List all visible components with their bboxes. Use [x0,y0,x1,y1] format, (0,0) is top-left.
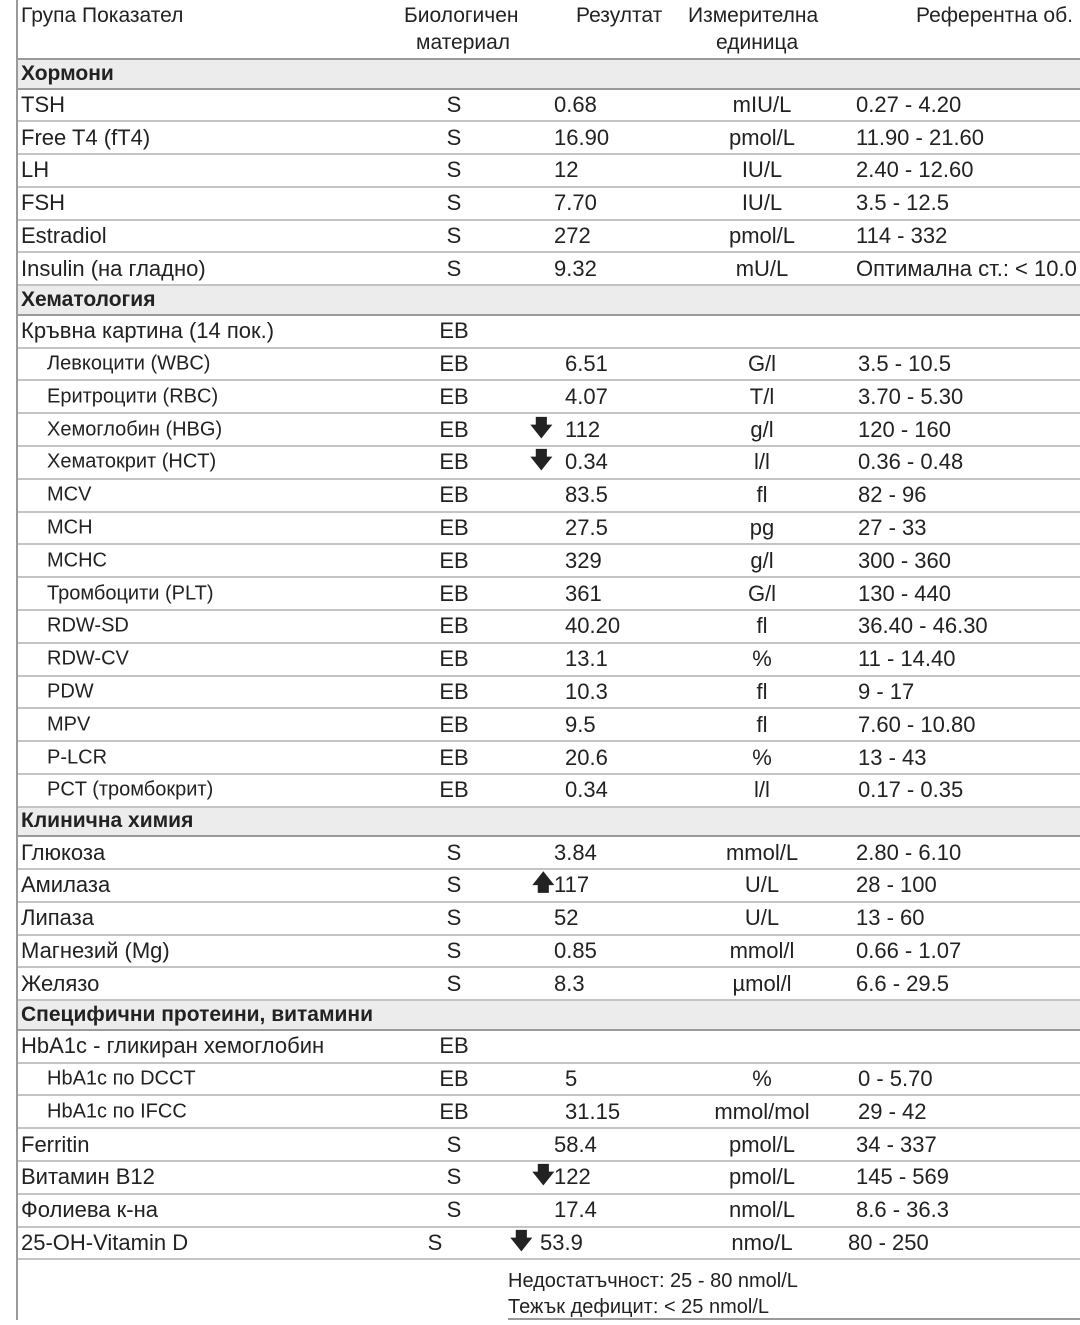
test-name: Фолиева к-на [21,1197,158,1223]
material-value: S [446,223,462,249]
unit-value: % [752,646,772,672]
material-value: EB [439,711,469,737]
material [414,1033,494,1059]
reference-range: 13 - 43 [858,744,927,770]
unit-value: T/l [749,383,775,409]
test-name: Хемоглобин (HBG) [47,418,223,441]
table-row [18,677,1080,710]
material-value: EB [439,646,469,672]
reference-range: 28 - 100 [856,872,937,898]
test-name: Хематокрит (HCT) [47,450,217,473]
unit [702,581,822,607]
material [414,157,494,183]
result-value: 0.34 [565,449,608,475]
material-value: EB [439,318,469,344]
test-name: Витамин B12 [21,1164,155,1190]
material [414,646,494,672]
reference-range: 9 - 17 [858,678,915,704]
test-name: Тромбоцити (PLT) [47,582,214,605]
material [414,1197,494,1223]
unit [702,190,822,216]
table-row [18,447,1080,480]
table-row [18,1162,1080,1195]
reference-range: Оптимална ст.: < 10.0 [856,255,1077,281]
reference-range: 114 - 332 [856,223,948,249]
unit [702,777,822,803]
test-name: TSH [21,91,65,117]
test-name: Кръвна картина (14 пок.) [21,318,275,344]
table-row [18,1064,1080,1097]
unit-value: µmol/l [732,970,792,996]
table-row [18,155,1080,188]
unit [702,384,822,410]
result-value: 52 [554,905,579,931]
header-unit-1: Измерителна [688,4,819,27]
material-value: EB [439,613,469,639]
unit [702,1197,822,1223]
material-value: S [446,91,462,117]
header-material-1: Биологичен [404,4,519,27]
unit-value: mmol/mol [714,1098,810,1124]
table-row [18,870,1080,903]
result-value: 17.4 [554,1197,597,1223]
result-value: 9.5 [565,711,596,737]
test-name: Желязо [21,970,100,996]
table-row [18,414,1080,447]
result-value: 122 [554,1164,591,1190]
reference-range: 300 - 360 [858,547,951,573]
table-row [18,742,1080,775]
test-name: Ferritin [21,1131,90,1157]
unit-value: U/L [744,872,780,898]
table-row [18,903,1080,936]
unit [702,125,822,151]
test-name: MCH [47,516,93,539]
reference-range: 0 - 5.70 [858,1065,933,1091]
test-name: RDW-SD [47,614,129,637]
result-value: 58.4 [554,1131,597,1157]
reference-range: 11.90 - 21.60 [856,124,985,150]
unit [702,872,822,898]
unit-value: G/l [747,580,777,606]
table-row [18,381,1080,414]
material-value: EB [439,777,469,803]
section-title: Хематология [21,288,156,312]
material-value: S [446,1164,462,1190]
table-row [18,545,1080,578]
material [414,712,494,738]
unit [702,482,822,508]
table-row [18,90,1080,123]
material-value: S [446,905,462,931]
result-value: 31.15 [565,1098,621,1124]
unit [702,351,822,377]
note-line-text: Недостатъчност: 25 - 80 nmol/L [508,1270,798,1293]
reference-range: 34 - 337 [856,1131,937,1157]
result-value: 0.85 [554,938,597,964]
test-name: LH [21,157,50,183]
table-row [18,253,1080,286]
header-reference: Референтна об. [916,4,1073,27]
lab-results-table [16,0,1080,1320]
material-value: EB [439,547,469,573]
material-value: EB [439,416,469,442]
unit [702,1230,822,1256]
reference-range: 120 - 160 [858,416,951,442]
reference-range: 8.6 - 36.3 [856,1197,949,1223]
reference-range: 3.5 - 10.5 [858,350,951,376]
material [414,777,494,803]
test-name: MCV [47,483,92,506]
material [414,938,494,964]
material [414,256,494,282]
result-value: 13.1 [565,646,608,672]
material-value: S [446,190,462,216]
reference-range: 11 - 14.40 [858,646,956,672]
table-row [18,837,1080,870]
material-value: EB [439,744,469,770]
section-title: Специфични протеини, витамини [21,1002,374,1026]
unit [702,1099,822,1125]
header-result: Резултат [576,4,663,27]
material [414,581,494,607]
result-value: 0.68 [554,91,597,117]
unit-value: mIU/L [732,91,792,117]
unit [702,515,822,541]
result-value: 4.07 [565,383,608,409]
table-row [18,1031,1080,1064]
result-value: 5 [565,1065,578,1091]
material [414,971,494,997]
unit-value: fl [756,711,768,737]
result-value: 8.3 [554,970,585,996]
material [414,449,494,475]
material [414,872,494,898]
section-header [18,286,1080,316]
unit [702,679,822,705]
table-row [18,936,1080,969]
test-name: Еритроцити (RBC) [47,385,219,408]
reference-range: 2.80 - 6.10 [856,839,962,865]
result-value: 27.5 [565,514,608,540]
section-header [18,60,1080,90]
unit [702,938,822,964]
unit [702,646,822,672]
reference-range: 3.5 - 12.5 [856,190,949,216]
material [395,1230,475,1256]
material [414,1164,494,1190]
unit-value: % [752,1065,772,1091]
divider [508,1318,1080,1320]
unit-value: fl [756,613,768,639]
test-name: PDW [47,680,94,703]
table-row [18,188,1080,221]
table-row [18,1228,1080,1261]
material-value: EB [439,1033,469,1059]
material [414,515,494,541]
result-value: 272 [554,223,591,249]
material [414,417,494,443]
table-row [18,1096,1080,1129]
unit-value: mmol/l [729,938,795,964]
arrow-down-icon: 🡇 [530,447,553,473]
reference-range: 130 - 440 [858,580,951,606]
unit-value: nmol/L [728,1197,796,1223]
result-value: 53.9 [540,1229,583,1255]
table-row [18,775,1080,808]
section-header [18,1001,1080,1031]
unit-value: mmol/L [725,839,799,865]
table-row [18,1129,1080,1162]
test-name: HbA1c по DCCT [47,1067,196,1090]
material-value: S [446,938,462,964]
result-value: 6.51 [565,350,608,376]
unit-value: g/l [750,547,774,573]
unit [702,712,822,738]
material [414,1066,494,1092]
material-value: EB [439,482,469,508]
unit [702,971,822,997]
test-name: PCT (тромбокрит) [47,778,214,801]
material [414,351,494,377]
table-row [18,644,1080,677]
result-value: 20.6 [565,744,608,770]
result-value: 361 [565,580,602,606]
unit-value: mU/L [735,255,789,281]
unit [702,548,822,574]
table-row [18,221,1080,254]
table-row [18,709,1080,742]
material [414,745,494,771]
reference-range: 7.60 - 10.80 [858,711,976,737]
test-name: MCHC [47,549,107,572]
reference-notes [508,1268,798,1320]
test-name: Левкоцити (WBC) [47,352,211,375]
material-value: EB [439,580,469,606]
result-value: 7.70 [554,190,597,216]
material [414,613,494,639]
reference-range: 2.40 - 12.60 [856,157,974,183]
unit-value: pg [749,514,775,540]
unit [702,417,822,443]
result-value: 10.3 [565,678,608,704]
material-value: S [446,1131,462,1157]
test-name: Магнезий (Mg) [21,938,170,964]
test-name: Липаза [21,905,94,931]
unit [702,256,822,282]
reference-range: 13 - 60 [856,905,925,931]
reference-range: 0.36 - 0.48 [858,449,964,475]
material [414,679,494,705]
material [414,223,494,249]
unit-value: % [752,744,772,770]
material-value: S [446,255,462,281]
material [414,905,494,931]
material-value: S [446,970,462,996]
unit [702,157,822,183]
unit-value: pmol/L [728,1131,796,1157]
unit-value: G/l [747,350,777,376]
unit-value: U/L [744,905,780,931]
table-body [18,60,1080,1320]
table-row [18,513,1080,546]
unit-value: pmol/L [728,1164,796,1190]
material [414,482,494,508]
table-row [18,316,1080,349]
unit [702,840,822,866]
table-row [18,1195,1080,1228]
reference-range: 145 - 569 [856,1164,949,1190]
material [414,190,494,216]
reference-range: 3.70 - 5.30 [858,383,964,409]
unit-value: g/l [750,416,774,442]
material [414,125,494,151]
test-name: Амилаза [21,872,111,898]
material [414,318,494,344]
test-name: MPV [47,713,91,736]
arrow-down-icon: 🡇 [532,1162,555,1188]
result-value: 40.20 [565,613,621,639]
result-value: 9.32 [554,255,597,281]
test-name: Estradiol [21,223,107,249]
material-value: S [446,157,462,183]
unit [702,1164,822,1190]
unit-value: nmo/L [731,1229,793,1255]
table-row [18,578,1080,611]
unit-value: l/l [754,777,770,803]
unit [702,905,822,931]
unit [702,1066,822,1092]
reference-range: 29 - 42 [858,1098,927,1124]
test-name: RDW-CV [47,647,129,670]
result-value: 112 [565,416,601,442]
unit-value: l/l [754,449,770,475]
unit-value: IU/L [741,157,783,183]
header-unit-2: единица [716,31,799,54]
test-name: Insulin (на гладно) [21,255,206,281]
unit-value: fl [756,482,768,508]
table-row [18,968,1080,1001]
reference-range: 82 - 96 [858,482,927,508]
table-row [18,480,1080,513]
table-row [18,122,1080,155]
table-row [18,611,1080,644]
reference-range: 0.66 - 1.07 [856,938,962,964]
material-value: S [446,839,462,865]
reference-range: 0.27 - 4.20 [856,91,962,117]
material [414,548,494,574]
section-title: Клинична химия [21,809,194,833]
unit [702,92,822,118]
note-line-text: Тежък дефицит: < 25 nmol/L [508,1296,770,1319]
material [414,1099,494,1125]
material-value: S [446,872,462,898]
material-value: EB [439,1065,469,1091]
reference-note-row [18,1260,1080,1320]
reference-range: 0.17 - 0.35 [858,777,964,803]
material [414,840,494,866]
section-header [18,808,1080,838]
header-name: Група Показател [21,4,184,27]
test-name: Глюкоза [21,839,106,865]
reference-range: 27 - 33 [858,514,927,540]
reference-range: 80 - 250 [848,1229,929,1255]
material-value: EB [439,514,469,540]
result-value: 117 [554,872,590,898]
test-name: 25-OH-Vitamin D [21,1229,189,1255]
unit [702,223,822,249]
material [414,1132,494,1158]
table-row [18,349,1080,382]
result-value: 3.84 [554,839,597,865]
header-material-2: материал [416,31,511,54]
unit-value: IU/L [741,190,783,216]
unit [702,745,822,771]
material-value: EB [439,383,469,409]
material-value: EB [439,350,469,376]
test-name: FSH [21,190,65,216]
unit [702,613,822,639]
material-value: EB [439,1098,469,1124]
unit-value: pmol/L [728,124,796,150]
reference-range: 36.40 - 46.30 [858,613,988,639]
test-name: HbA1c по IFCC [47,1100,187,1123]
material-value: S [446,1197,462,1223]
result-value: 0.34 [565,777,608,803]
unit [702,1132,822,1158]
material-value: EB [439,449,469,475]
material-value: EB [439,678,469,704]
arrow-up-icon: 🡅 [532,870,555,896]
test-name: P-LCR [47,746,108,769]
section-title: Хормони [21,61,114,85]
table-header [18,0,1080,60]
unit [702,449,822,475]
test-name: HbA1c - гликиран хемоглобин [21,1033,325,1059]
reference-range: 6.6 - 29.5 [856,970,949,996]
material-value: S [446,124,462,150]
result-value: 12 [554,157,579,183]
unit-value: pmol/L [728,223,796,249]
arrow-down-icon: 🡇 [510,1227,533,1253]
material [414,384,494,410]
result-value: 83.5 [565,482,608,508]
arrow-down-icon: 🡇 [530,414,553,440]
material [414,92,494,118]
material-value: S [427,1229,443,1255]
result-value: 16.90 [554,124,610,150]
result-value: 329 [565,547,602,573]
unit-value: fl [756,678,768,704]
test-name: Free T4 (fT4) [21,124,151,150]
